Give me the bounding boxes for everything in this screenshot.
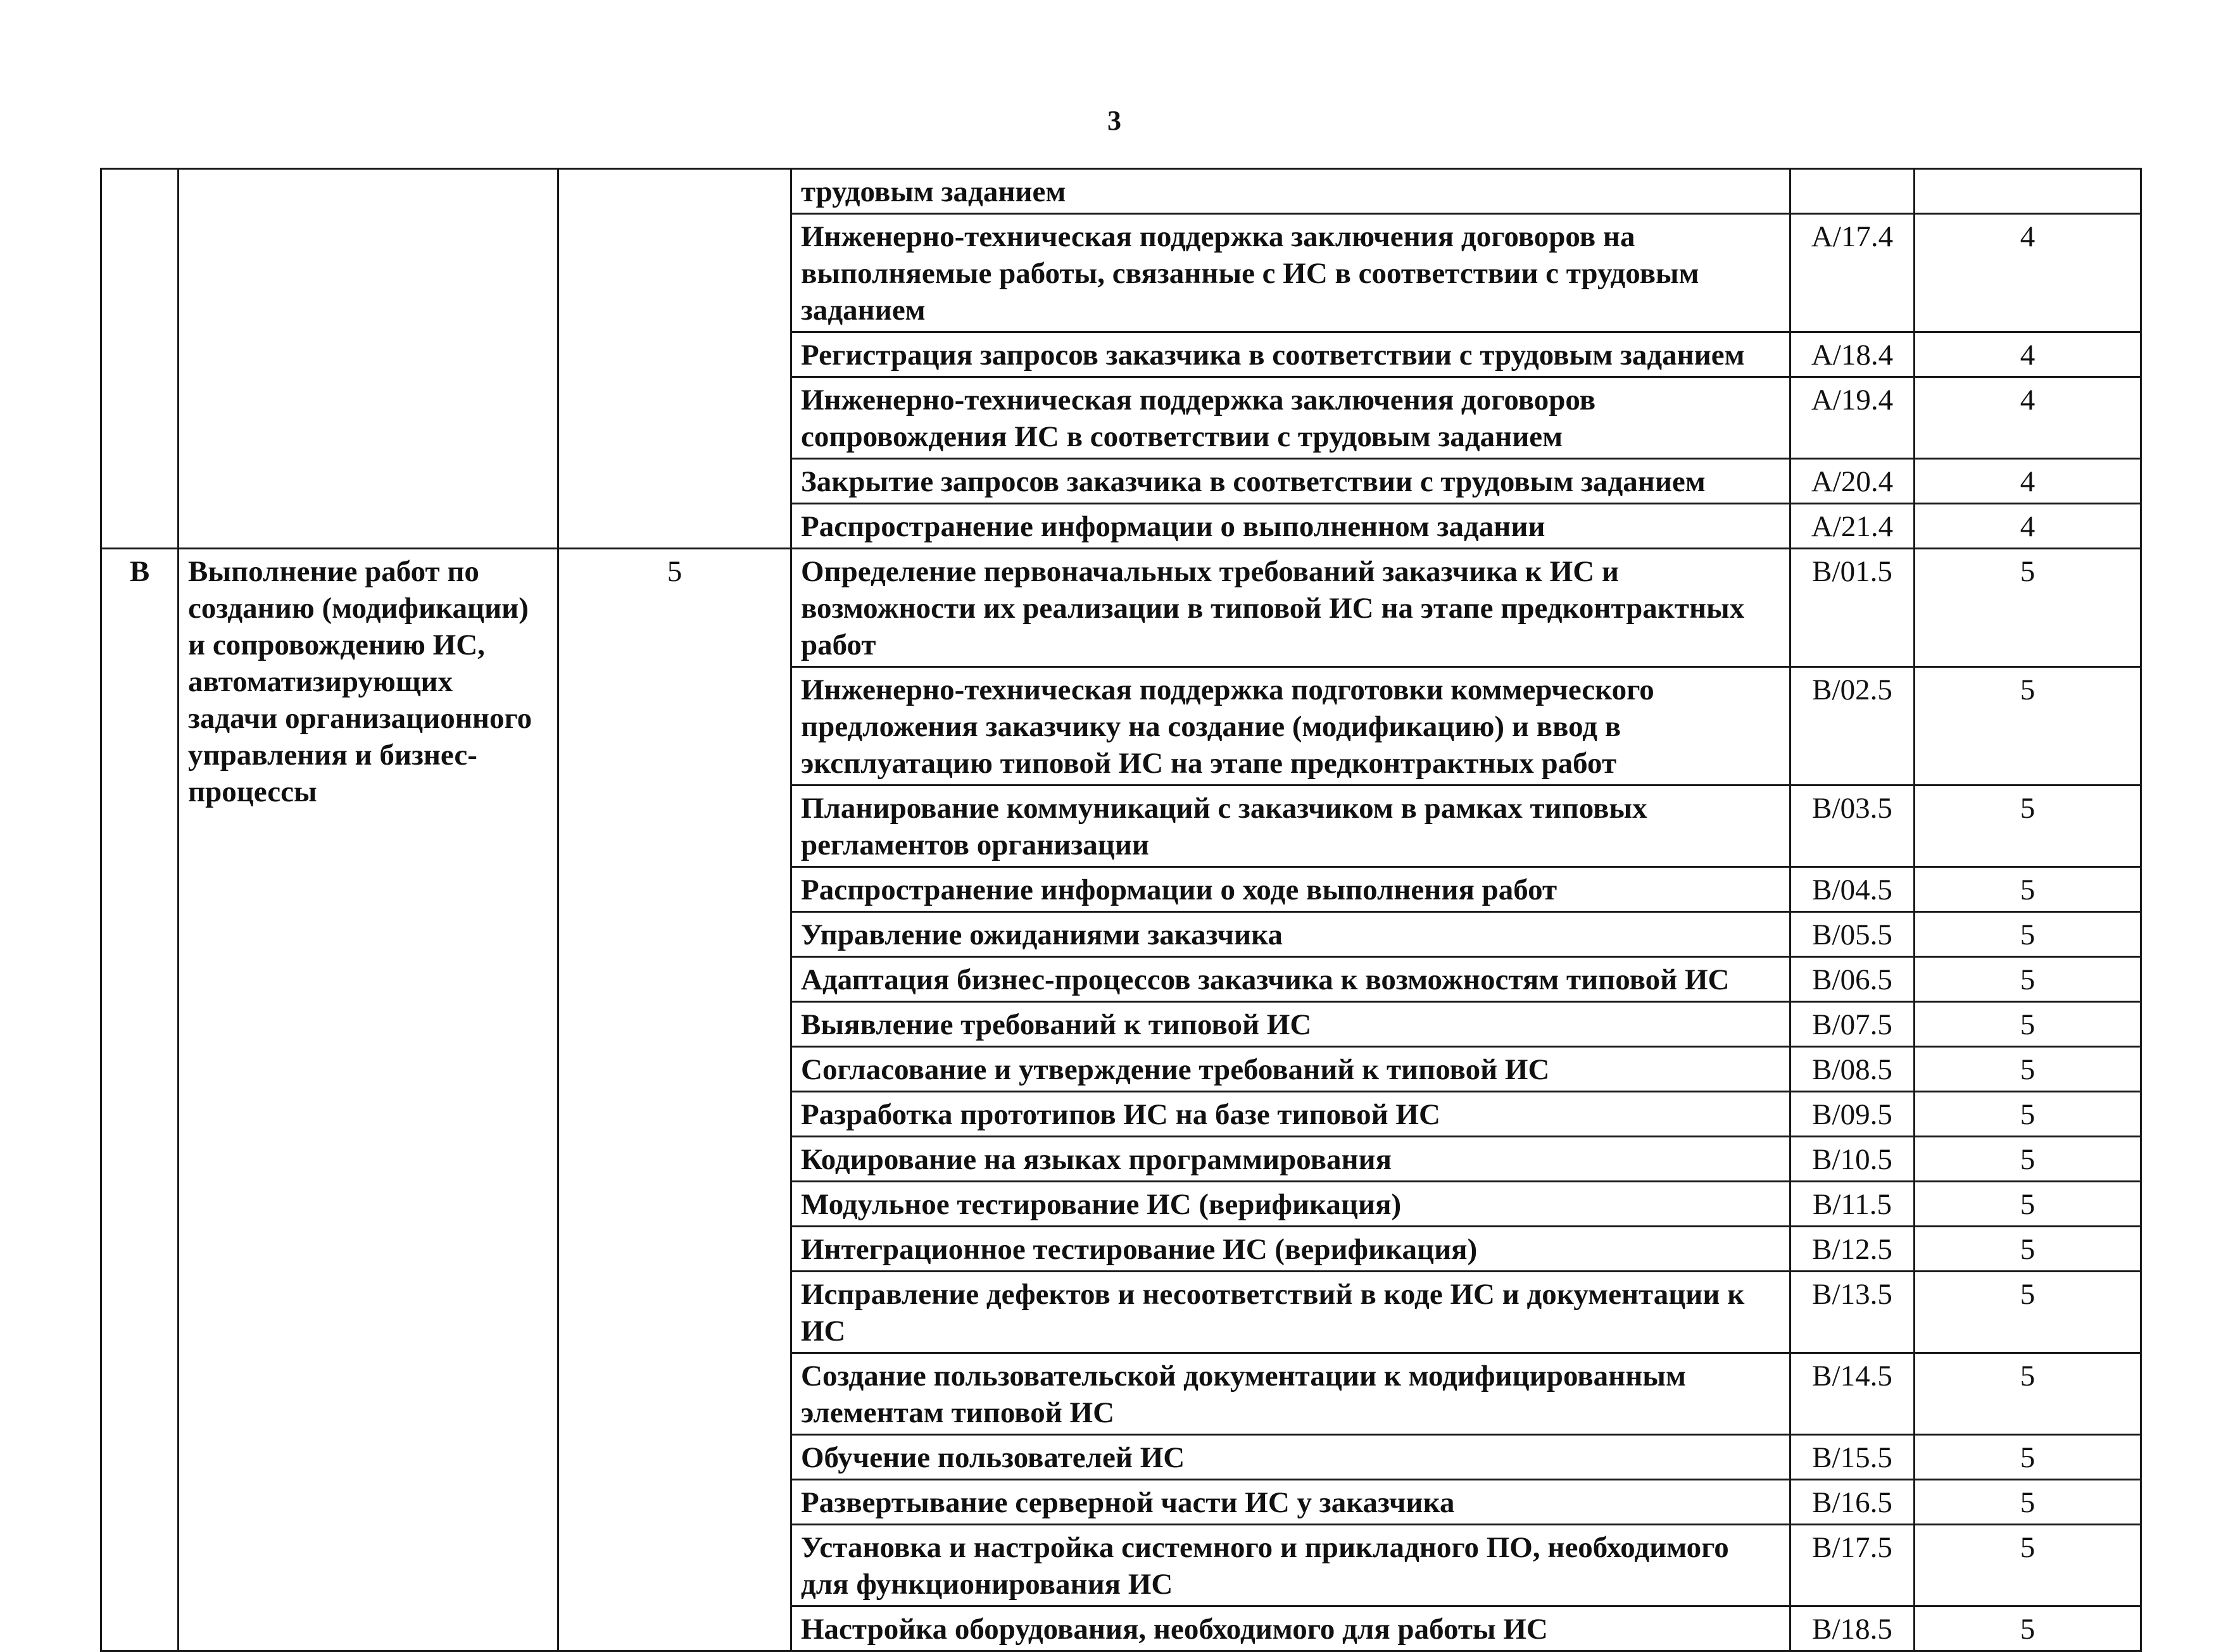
function-code: B/11.5 [1790, 1182, 1915, 1227]
function-name: Управление ожиданиями заказчика [791, 912, 1790, 957]
function-code: B/13.5 [1790, 1272, 1915, 1353]
table-row [101, 549, 2141, 667]
function-name: Настройка оборудования, необходимого для работы ИС [791, 1606, 1790, 1651]
function-name: Определение первоначальных требований заказчика к ИС и возможности их реализации в типовой ИС на этапе предконтрактных работ [791, 549, 1790, 667]
function-level: 5 [1915, 1047, 2141, 1092]
function-name: Кодирование на языках программирования [791, 1137, 1790, 1182]
function-level: 5 [1915, 1480, 2141, 1525]
function-name: Модульное тестирование ИС (верификация) [791, 1182, 1790, 1227]
function-name: Распространение информации о ходе выполнения работ [791, 867, 1790, 912]
function-name: Планирование коммуникаций с заказчиком в рамках типовых регламентов организации [791, 785, 1790, 867]
function-level [1915, 169, 2141, 214]
function-name: Инженерно-техническая поддержка заключения договоров на выполняемые работы, связанные с ИС в соответствии с трудовым заданием [791, 214, 1790, 332]
group-a-name-cell [179, 169, 558, 549]
function-level: 5 [1915, 1353, 2141, 1435]
function-code: B/10.5 [1790, 1137, 1915, 1182]
function-level: 5 [1915, 1227, 2141, 1272]
function-name: Регистрация запросов заказчика в соответствии с трудовым заданием [791, 332, 1790, 377]
function-code: B/04.5 [1790, 867, 1915, 912]
function-code: B/15.5 [1790, 1435, 1915, 1480]
function-code: A/19.4 [1790, 377, 1915, 459]
function-code: B/07.5 [1790, 1002, 1915, 1047]
function-level: 4 [1915, 332, 2141, 377]
function-code: B/16.5 [1790, 1480, 1915, 1525]
function-code: B/01.5 [1790, 549, 1915, 667]
function-code: B/05.5 [1790, 912, 1915, 957]
function-code: B/17.5 [1790, 1525, 1915, 1606]
function-level: 5 [1915, 1606, 2141, 1651]
function-level: 5 [1915, 1182, 2141, 1227]
page-number: 3 [1107, 105, 1121, 136]
function-level: 5 [1915, 1272, 2141, 1353]
function-name: Адаптация бизнес-процессов заказчика к возможностям типовой ИС [791, 957, 1790, 1002]
function-code: A/21.4 [1790, 504, 1915, 549]
function-level: 5 [1915, 957, 2141, 1002]
function-name: Распространение информации о выполненном задании [791, 504, 1790, 549]
function-level: 5 [1915, 1435, 2141, 1480]
function-name: Закрытие запросов заказчика в соответствии с трудовым заданием [791, 459, 1790, 504]
function-level: 5 [1915, 785, 2141, 867]
function-name: Установка и настройка системного и прикладного ПО, необходимого для функционирования ИС [791, 1525, 1790, 1606]
function-name: Развертывание серверной части ИС у заказчика [791, 1480, 1790, 1525]
function-code: A/20.4 [1790, 459, 1915, 504]
function-level: 5 [1915, 1137, 2141, 1182]
function-name: Обучение пользователей ИС [791, 1435, 1790, 1480]
function-code: B/03.5 [1790, 785, 1915, 867]
table-row [101, 169, 2141, 214]
function-level: 5 [1915, 667, 2141, 785]
function-name: Исправление дефектов и несоответствий в коде ИС и документации к ИС [791, 1272, 1790, 1353]
function-name: Инженерно-техническая поддержка заключения договоров сопровождения ИС в соответствии с трудовым заданием [791, 377, 1790, 459]
function-code: B/06.5 [1790, 957, 1915, 1002]
function-name: Интеграционное тестирование ИС (верификация) [791, 1227, 1790, 1272]
function-level: 4 [1915, 377, 2141, 459]
function-level: 4 [1915, 459, 2141, 504]
function-code [1790, 169, 1915, 214]
function-level: 5 [1915, 1525, 2141, 1606]
function-level: 4 [1915, 504, 2141, 549]
function-level: 5 [1915, 867, 2141, 912]
function-code: A/17.4 [1790, 214, 1915, 332]
group-a-code-cell [101, 169, 179, 549]
functions-table [100, 168, 2142, 1652]
function-level: 5 [1915, 1092, 2141, 1137]
function-level: 5 [1915, 1002, 2141, 1047]
function-level: 5 [1915, 549, 2141, 667]
function-name: Выявление требований к типовой ИС [791, 1002, 1790, 1047]
function-code: B/02.5 [1790, 667, 1915, 785]
function-code: A/18.4 [1790, 332, 1915, 377]
functions-table-body [101, 169, 2141, 1651]
group-a-level-cell [558, 169, 791, 549]
group-b-code: B [101, 549, 179, 1651]
function-name: трудовым заданием [791, 169, 1790, 214]
group-b-level: 5 [558, 549, 791, 1651]
function-name: Разработка прототипов ИС на базе типовой ИС [791, 1092, 1790, 1137]
function-code: B/14.5 [1790, 1353, 1915, 1435]
function-level: 4 [1915, 214, 2141, 332]
function-code: B/08.5 [1790, 1047, 1915, 1092]
function-name: Согласование и утверждение требований к типовой ИС [791, 1047, 1790, 1092]
function-code: B/18.5 [1790, 1606, 1915, 1651]
function-code: B/12.5 [1790, 1227, 1915, 1272]
group-b-name: Выполнение работ по созданию (модификации) и сопровождению ИС, автоматизирующих задачи организационного управления и бизнес-процессы [179, 549, 558, 1651]
function-code: B/09.5 [1790, 1092, 1915, 1137]
function-name: Создание пользовательской документации к модифицированным элементам типовой ИС [791, 1353, 1790, 1435]
function-level: 5 [1915, 912, 2141, 957]
function-name: Инженерно-техническая поддержка подготовки коммерческого предложения заказчику на создание (модификацию) и ввод в эксплуатацию типовой ИС на этапе предконтрактных работ [791, 667, 1790, 785]
